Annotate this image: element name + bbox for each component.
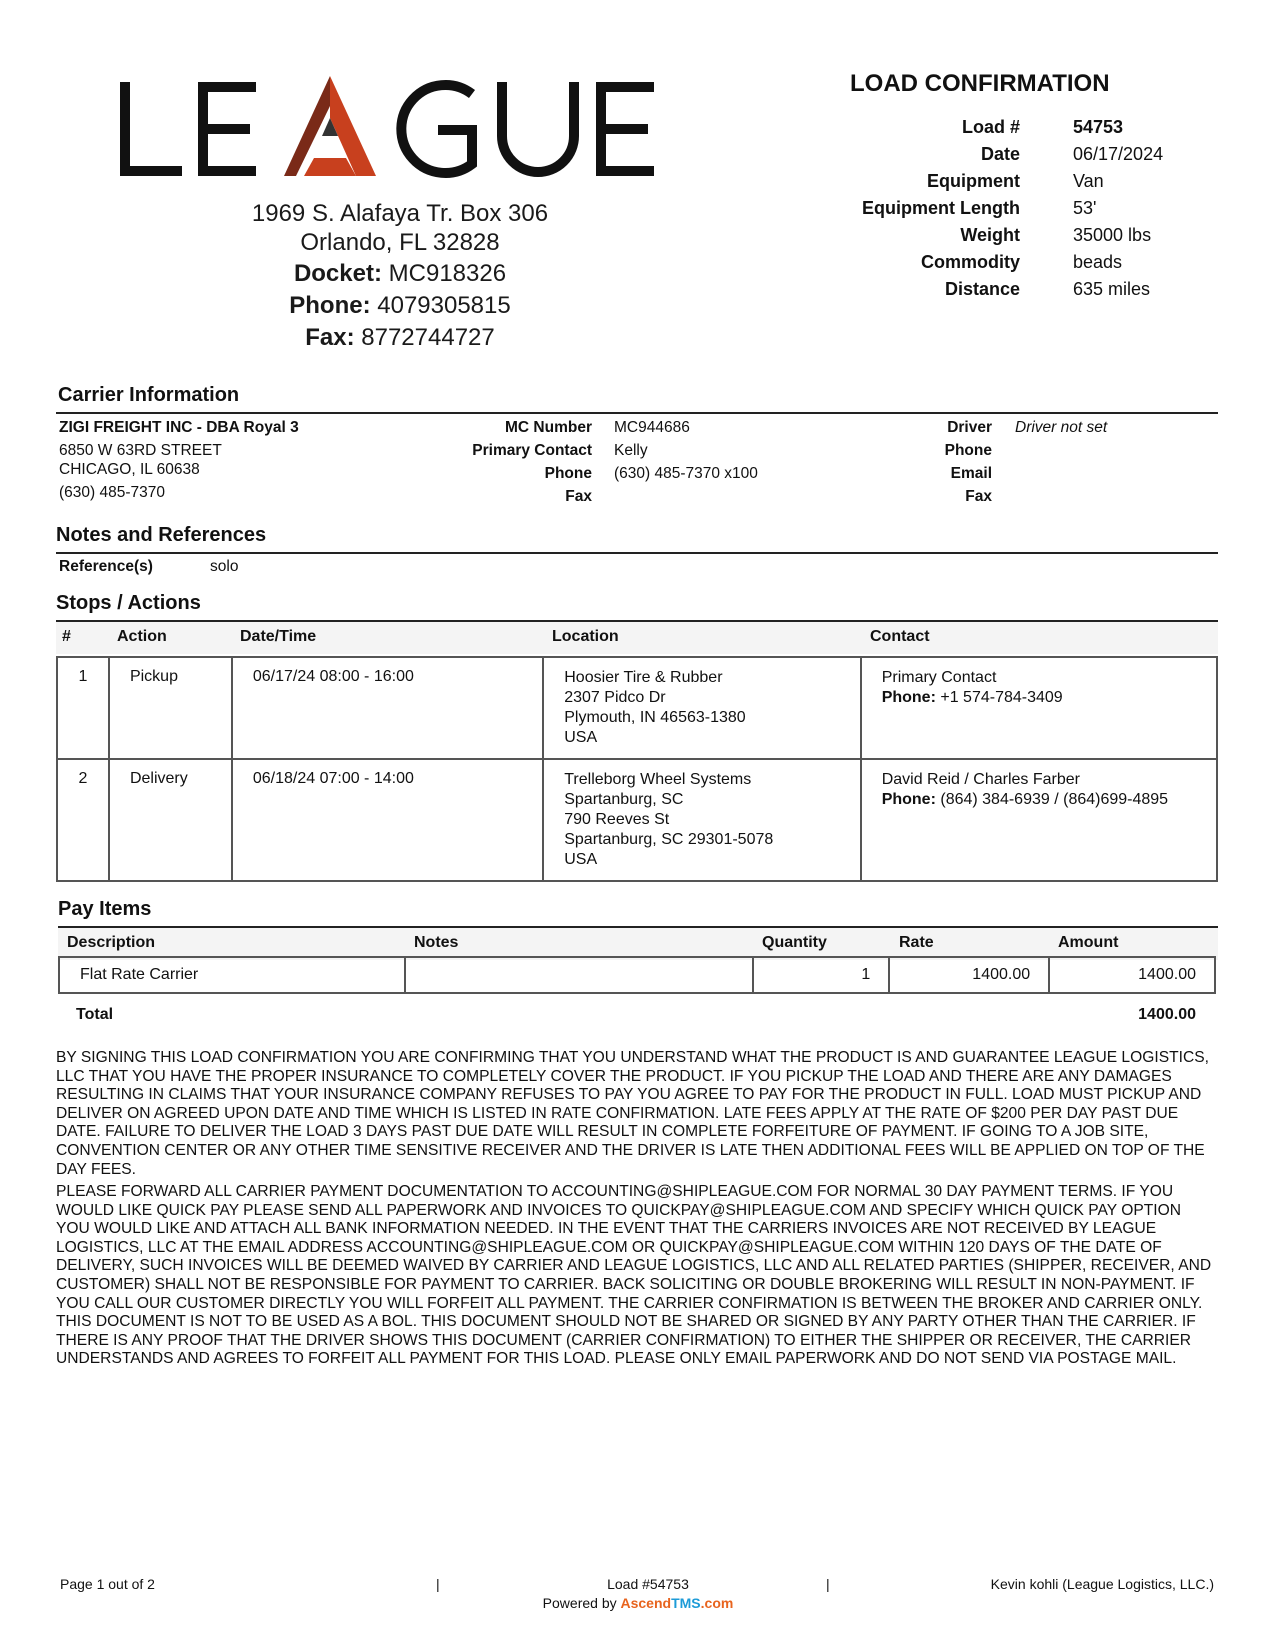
brand-com: .com: [700, 1595, 734, 1611]
location-line: USA: [564, 729, 598, 746]
footer-load: Load #54753: [607, 1576, 689, 1592]
pay-total-value: 1400.00: [1138, 1006, 1196, 1023]
reference-value: solo: [210, 558, 239, 575]
load-field-label: Load #: [961, 117, 1020, 137]
stop-location: [543, 657, 860, 759]
reference-label: Reference(s): [59, 558, 153, 575]
contact-phone-value: +1 574-784-3409: [940, 689, 1063, 706]
location-line: Spartanburg, SC 29301-5078: [564, 831, 774, 848]
pay-total-label: Total: [76, 1006, 114, 1023]
carrier-street: 6850 W 63RD STREET: [59, 442, 222, 459]
pay-rate: 1400.00: [889, 957, 1049, 993]
pay-notes: [405, 957, 752, 993]
load-number-value: 54753: [1073, 117, 1124, 137]
powered-by: [500, 1595, 776, 1611]
carrier-divider: [56, 412, 1218, 414]
stops-header-contact: Contact: [870, 628, 930, 645]
location-line: Hoosier Tire & Rubber: [564, 669, 723, 686]
footer-user: Kevin kohli (League Logistics, LLC.): [990, 1576, 1214, 1592]
primary-contact-label: Primary Contact: [472, 442, 592, 459]
location-line: USA: [564, 851, 598, 868]
notes-divider: [56, 552, 1218, 554]
company-fax: [160, 324, 640, 352]
contact-name: Primary Contact: [881, 669, 997, 686]
location-line: Plymouth, IN 46563-1380: [564, 709, 746, 726]
contact-phone-value: (630) 485-7370 x100: [614, 465, 758, 482]
stop-action: Pickup: [109, 657, 232, 759]
pay-header-notes: Notes: [414, 934, 459, 951]
stops-header-location: Location: [552, 628, 619, 645]
load-equipment-value: Van: [1073, 171, 1104, 191]
load-field-label: Equipment: [927, 171, 1020, 191]
carrier-section-title: Carrier Information: [58, 384, 240, 406]
mc-number-label: MC Number: [505, 419, 592, 436]
contact-phone: [882, 688, 1204, 708]
driver-value: Driver not set: [1015, 419, 1108, 436]
league-logo: [120, 70, 660, 190]
driver-label: Driver: [947, 419, 992, 436]
load-date-value: 06/17/2024: [1073, 144, 1164, 164]
legal-paragraph-2: PLEASE FORWARD ALL CARRIER PAYMENT DOCUMENTATION TO ACCOUNTING@SHIPLEAGUE.COM FOR NORMAL 30 DAY PAYMENT TERMS. IF YOU WOULD LIKE QUICK PAY PLEASE SEND ALL PAPERWORK AND INVOICES TO QUICKPAY@SHIPLEAGUE.COM AND SPECIFY WHICH QUICK PAY OPTION YOU WOULD LIKE AND ATTACH ALL BANK INFORMATION NEEDED. IN THE EVENT THAT THE CARRIERS INVOICES ARE NOT RECEIVED BY LEAGUE LOGISTICS, LLC AT THE EMAIL ADDRESS ACCOUNTING@SHIPLEAGUE.COM OR QUICKPAY@SHIPLEAGUE.COM WITHIN 120 DAYS OF THE DATE OF DELIVERY, SUCH INVOICES WILL BE DEEMED WAIVED BY CARRIER AND LEAGUE LOGISTICS, LLC AND ALL RELATED PARTIES (SHIPPER, RECEIVER, AND CUSTOMER) SHALL NOT BE RESPONSIBLE FOR PAYMENT TO CARRIER. BACK SOLICITING OR DOUBLE BROKERING WILL RESULT IN NON-PAYMENT. IF YOU CALL OUR CUSTOMER DIRECTLY YOU WILL FORFEIT ALL PAYMENT. THE CARRIER CONFIRMATION IS BETWEEN THE BROKER AND CARRIER ONLY. THIS DOCUMENT IS NOT TO BE USED AS A BOL. THIS DOCUMENT SHOULD NOT BE SHARED OR SIGNED BY ANY PARTY OTHER THAN THE CARRIER. IF THERE IS ANY PROOF THAT THE DRIVER SHOWS THIS DOCUMENT (CARRIER CONFIRMATION) TO EITHER THE SHIPPER OR RECEIVER, THE CARRIER UNDERSTANDS AND AGREES TO FORFEIT ALL PAYMENT FOR THIS LOAD. PLEASE ONLY EMAIL PAPERWORK AND DO NOT SEND VIA POSTAGE MAIL.: [56, 1183, 1212, 1368]
load-field-label: Date: [980, 144, 1020, 164]
stop-contact: [861, 759, 1217, 881]
stop-location: [543, 759, 860, 881]
legal-paragraph-1: BY SIGNING THIS LOAD CONFIRMATION YOU ARE CONFIRMING THAT YOU UNDERSTAND WHAT THE PRODUCT IS AND GUARANTEE LEAGUE LOGISTICS, LLC THAT YOU HAVE THE PROPER INSURANCE TO COMPLETELY COVER THE PRODUCT. IF YOU PICKUP THE LOAD AND THERE ARE ANY DAMAGES RESULTING IN CLAIMS THAT YOUR INSURANCE COMPANY REFUSES TO PAY YOU AGREE TO PAY FOR THE PRODUCT IN FULL. LOAD MUST PICKUP AND DELIVER ON AGREED UPON DATE AND TIME WHICH IS LISTED IN RATE CONFIRMATION. LATE FEES APPLY AT THE RATE OF $200 PER DAY PAST DUE DATE. FAILURE TO DELIVER THE LOAD 3 DAYS PAST DUE DATE WILL RESULT IN COMPLETE FORFEITURE OF PAYMENT. IF GOING TO A JOB SITE, CONVENTION CENTER OR ANY OTHER TIME SENSITIVE RECEIVER AND THE DRIVER IS LATE THEN ADDITIONAL FEES WILL BE APPLIED ON TOP OF THE DAY FEES.: [56, 1049, 1209, 1178]
pay-header-description: Description: [67, 934, 156, 951]
load-field-label: Equipment Length: [862, 198, 1020, 218]
load-commodity-value: beads: [1073, 252, 1123, 272]
contact-fax-label: Fax: [565, 488, 592, 505]
location-line: Trelleborg Wheel Systems: [564, 771, 752, 788]
company-address-line2: Orlando, FL 32828: [300, 229, 500, 256]
fax-value: 8772744727: [361, 324, 495, 351]
load-distance-value: 635 miles: [1073, 279, 1151, 299]
stop-row: [57, 657, 1217, 759]
stops-section-title: Stops / Actions: [56, 592, 201, 614]
footer-separator: |: [436, 1576, 440, 1592]
location-line: 2307 Pidco Dr: [564, 689, 666, 706]
pay-description: Flat Rate Carrier: [59, 957, 405, 993]
company-docket: [160, 260, 640, 288]
load-equipment-length-value: 53': [1073, 198, 1097, 218]
contact-phone-label: Phone:: [881, 791, 936, 808]
carrier-name: ZIGI FREIGHT INC - DBA Royal 3: [59, 419, 299, 436]
contact-phone-label: Phone: [544, 465, 592, 482]
load-field-label: Commodity: [921, 252, 1020, 272]
location-line: 790 Reeves St: [564, 811, 670, 828]
stop-contact: [861, 657, 1217, 759]
driver-email-label: Email: [950, 465, 992, 482]
pay-amount: 1400.00: [1049, 957, 1215, 993]
company-phone: [160, 292, 640, 320]
footer-separator: |: [826, 1576, 830, 1592]
load-confirmation-title: LOAD CONFIRMATION: [850, 70, 1110, 97]
notes-section-title: Notes and References: [56, 524, 267, 546]
load-weight-value: 35000 lbs: [1073, 225, 1152, 245]
mc-number-value: MC944686: [614, 419, 690, 436]
carrier-phone: (630) 485-7370: [59, 484, 165, 501]
stop-num: 1: [57, 657, 109, 759]
stop-datetime: 06/18/24 07:00 - 14:00: [232, 759, 543, 881]
powered-by-label: Powered by: [542, 1595, 617, 1611]
brand-tms: TMS: [671, 1595, 701, 1611]
pay-quantity: 1: [753, 957, 890, 993]
fax-label: Fax:: [305, 324, 355, 351]
contact-phone-value: (864) 384-6939 / (864)699-4895: [940, 791, 1169, 808]
stops-header-num: #: [62, 628, 71, 645]
pay-table: [58, 956, 1216, 994]
company-address-line1: 1969 S. Alafaya Tr. Box 306: [251, 200, 549, 227]
phone-value: 4079305815: [377, 292, 511, 319]
load-field-label: Distance: [944, 279, 1020, 299]
stop-row: [57, 759, 1217, 881]
footer-page: Page 1 out of 2: [60, 1576, 155, 1592]
stops-header-action: Action: [117, 628, 167, 645]
stops-header-row: [56, 622, 1218, 654]
location-line: Spartanburg, SC: [564, 791, 684, 808]
stop-datetime: 06/17/24 08:00 - 16:00: [232, 657, 543, 759]
docket-label: Docket:: [293, 260, 382, 287]
docket-value: MC918326: [388, 260, 507, 287]
stop-action: Delivery: [109, 759, 232, 881]
driver-phone-label: Phone: [944, 442, 992, 459]
brand-ascend: Ascend: [620, 1595, 672, 1611]
pay-row: [59, 957, 1215, 993]
stop-num: 2: [57, 759, 109, 881]
driver-fax-label: Fax: [965, 488, 992, 505]
pay-header-rate: Rate: [899, 934, 934, 951]
pay-section-title: Pay Items: [58, 898, 152, 920]
pay-header-quantity: Quantity: [762, 934, 827, 951]
primary-contact-value: Kelly: [614, 442, 648, 459]
contact-phone-label: Phone:: [881, 689, 936, 706]
carrier-city: CHICAGO, IL 60638: [59, 461, 200, 478]
contact-phone: [882, 790, 1204, 810]
stops-table: [56, 656, 1218, 882]
pay-header-amount: Amount: [1058, 934, 1119, 951]
phone-label: Phone:: [289, 292, 371, 319]
load-field-label: Weight: [960, 225, 1020, 245]
stops-header-datetime: Date/Time: [240, 628, 317, 645]
contact-name: David Reid / Charles Farber: [881, 771, 1080, 788]
